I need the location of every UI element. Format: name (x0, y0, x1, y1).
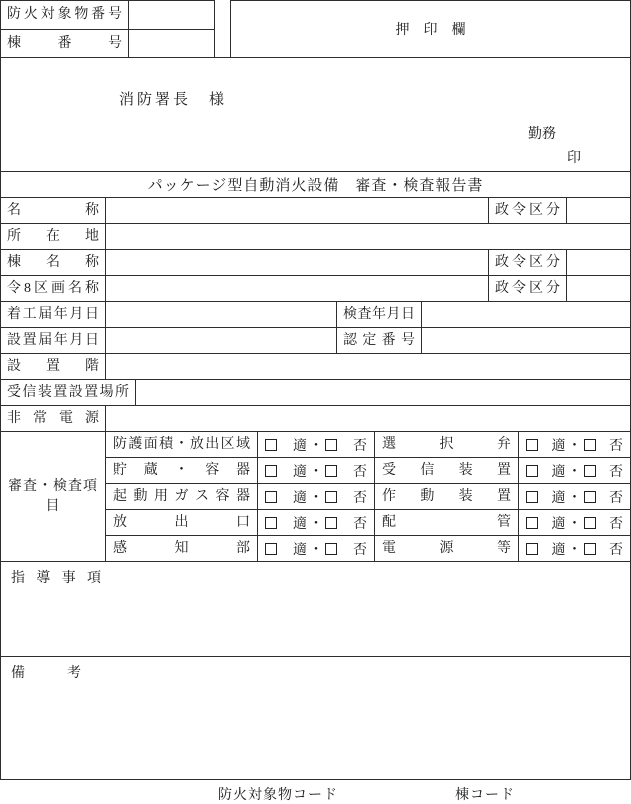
fire-object-number-label: 防火対象物番号 (1, 1, 129, 29)
receiver-location-row (1, 379, 630, 405)
separator-dot: ・ (567, 516, 582, 532)
fire-object-number-row (1, 1, 214, 29)
name-field[interactable] (106, 198, 488, 223)
emergency-power-field[interactable] (106, 406, 630, 431)
addressee-label: 消防署長 様 (119, 92, 228, 108)
building-name-label: 棟名称 (1, 250, 106, 275)
guidance-field[interactable] (7, 588, 624, 652)
name-ordinance-field[interactable] (567, 198, 630, 223)
construction-start-label: 着工届年月日 (1, 302, 106, 327)
duty-label: 勤務 (528, 127, 556, 142)
checkbox-pass-icon[interactable] (526, 465, 538, 477)
seal-mark-label: 印 (567, 151, 581, 166)
inspection-group-label-line2: 目 (45, 498, 61, 514)
inspection-item-label: 選択弁 (375, 432, 519, 457)
separator-dot: ・ (567, 464, 582, 480)
inspection-check-cell (519, 484, 630, 509)
separator-dot: ・ (567, 438, 582, 454)
inspection-date-label: 検査年月日 (336, 302, 422, 327)
fail-label: 否 (609, 490, 623, 506)
inspection-item-label: 電源等 (375, 536, 519, 561)
building-name-row (1, 249, 630, 275)
inspection-item-label: 貯蔵・容器 (106, 458, 258, 483)
inspection-item-label: 受信装置 (375, 458, 519, 483)
installation-floor-row (1, 353, 630, 379)
seal-column-label: 押印欄 (395, 23, 480, 38)
fail-label: 否 (353, 438, 367, 454)
building-ordinance-field[interactable] (567, 250, 630, 275)
inspection-row-4 (106, 509, 630, 535)
pass-label: 適 (551, 438, 566, 454)
checkbox-pass-icon[interactable] (265, 517, 277, 529)
building-number-field[interactable] (129, 30, 214, 57)
main-table (0, 57, 631, 780)
name-row (1, 197, 630, 223)
pass-label: 適 (293, 438, 307, 454)
id-table (0, 0, 215, 58)
installation-report-label: 設置届年月日 (1, 328, 106, 353)
checkbox-fail-icon[interactable] (584, 543, 596, 555)
checkbox-fail-icon[interactable] (325, 543, 337, 555)
inspection-check-cell (519, 510, 630, 535)
checkbox-fail-icon[interactable] (584, 517, 596, 529)
page-title: パッケージ型自動消火設備 審査・検査報告書 (147, 178, 484, 194)
fail-label: 否 (353, 542, 367, 558)
inspection-check-cell (258, 536, 375, 561)
inspection-check-cell (519, 536, 630, 561)
emergency-power-label: 非常電源 (1, 406, 106, 431)
ordinance-label: 政令区分 (488, 198, 567, 223)
address-field[interactable] (106, 224, 630, 249)
building-name-field[interactable] (106, 250, 488, 275)
pass-label: 適 (293, 516, 307, 532)
inspection-group-label (1, 432, 106, 561)
building-code-label: 棟コード (455, 788, 515, 803)
footer (0, 780, 631, 801)
checkbox-pass-icon[interactable] (265, 543, 277, 555)
article8-ordinance-field[interactable] (567, 276, 630, 301)
installation-report-row (1, 327, 630, 353)
checkbox-pass-icon[interactable] (526, 543, 538, 555)
form-title-row (1, 171, 630, 197)
pass-label: 適 (551, 490, 566, 506)
inspection-group-label-line1: 審査・検査項 (8, 478, 98, 494)
inspection-item-label: 配管 (375, 510, 519, 535)
separator-dot: ・ (309, 542, 323, 558)
inspection-row-2 (106, 457, 630, 483)
inspection-check-cell (519, 458, 630, 483)
separator-dot: ・ (309, 490, 323, 506)
inspection-check-cell (258, 484, 375, 509)
fail-label: 否 (609, 438, 623, 454)
inspection-check-cell (258, 510, 375, 535)
checkbox-fail-icon[interactable] (325, 517, 337, 529)
fail-label: 否 (353, 516, 367, 532)
receiver-location-label: 受信装置設置場所 (1, 380, 136, 405)
inspection-row-5 (106, 535, 630, 561)
inspection-row-3 (106, 483, 630, 509)
inspection-item-label: 防護面積・放出区域 (106, 432, 258, 457)
checkbox-fail-icon[interactable] (584, 439, 596, 451)
remarks-label: 備考 (11, 666, 81, 681)
building-number-row (1, 29, 214, 57)
fail-label: 否 (353, 464, 367, 480)
separator-dot: ・ (567, 490, 582, 506)
article8-row (1, 275, 630, 301)
remarks-section (1, 656, 630, 779)
fire-object-number-field[interactable] (129, 1, 214, 29)
inspection-check-cell (258, 432, 375, 457)
inspection-check-cell (519, 432, 630, 457)
inspection-section (1, 431, 630, 561)
checkbox-pass-icon[interactable] (265, 439, 277, 451)
fail-label: 否 (353, 490, 367, 506)
inspection-rows (106, 432, 630, 561)
checkbox-fail-icon[interactable] (584, 491, 596, 503)
guidance-section (1, 561, 630, 656)
fail-label: 否 (609, 516, 623, 532)
certification-number-label: 認定番号 (336, 328, 422, 353)
installation-floor-label: 設置階 (1, 354, 106, 379)
construction-start-field[interactable] (106, 302, 336, 327)
inspection-item-label: 放出口 (106, 510, 258, 535)
certification-number-field[interactable] (422, 328, 630, 353)
building-number-label: 棟番号 (1, 30, 129, 57)
pass-label: 適 (551, 542, 566, 558)
remarks-field[interactable] (7, 683, 624, 775)
article8-label: 令8区画名称 (1, 276, 106, 301)
receiver-location-field[interactable] (136, 380, 630, 405)
address-label: 所在地 (1, 224, 106, 249)
checkbox-pass-icon[interactable] (265, 465, 277, 477)
checkbox-fail-icon[interactable] (325, 465, 337, 477)
pass-label: 適 (293, 464, 307, 480)
checkbox-fail-icon[interactable] (325, 439, 337, 451)
separator-dot: ・ (567, 542, 582, 558)
separator-dot: ・ (309, 464, 323, 480)
inspection-item-label: 作動装置 (375, 484, 519, 509)
inspection-check-cell (258, 458, 375, 483)
ordinance-label: 政令区分 (488, 250, 567, 275)
construction-start-row (1, 301, 630, 327)
fail-label: 否 (609, 464, 623, 480)
checkbox-pass-icon[interactable] (526, 517, 538, 529)
fire-object-code-label: 防火対象物コード (218, 788, 338, 803)
pass-label: 適 (551, 516, 566, 532)
fail-label: 否 (609, 542, 623, 558)
installation-floor-field[interactable] (106, 354, 630, 379)
ordinance-label: 政令区分 (488, 276, 567, 301)
checkbox-pass-icon[interactable] (526, 439, 538, 451)
addressee-section (1, 58, 630, 171)
checkbox-pass-icon[interactable] (265, 491, 277, 503)
name-label: 名称 (1, 198, 106, 223)
installation-report-field[interactable] (106, 328, 336, 353)
inspection-date-field[interactable] (422, 302, 630, 327)
inspection-row-1 (106, 432, 630, 457)
checkbox-fail-icon[interactable] (325, 491, 337, 503)
seal-column-box (230, 0, 631, 58)
separator-dot: ・ (309, 438, 323, 454)
emergency-power-row (1, 405, 630, 431)
inspection-item-label: 感知部 (106, 536, 258, 561)
checkbox-pass-icon[interactable] (526, 491, 538, 503)
guidance-label: 指導事項 (11, 571, 101, 586)
separator-dot: ・ (309, 516, 323, 532)
checkbox-fail-icon[interactable] (584, 465, 596, 477)
inspection-item-label: 起動用ガス容器 (106, 484, 258, 509)
article8-field[interactable] (106, 276, 488, 301)
pass-label: 適 (293, 542, 307, 558)
address-row (1, 223, 630, 249)
pass-label: 適 (551, 464, 566, 480)
pass-label: 適 (293, 490, 307, 506)
